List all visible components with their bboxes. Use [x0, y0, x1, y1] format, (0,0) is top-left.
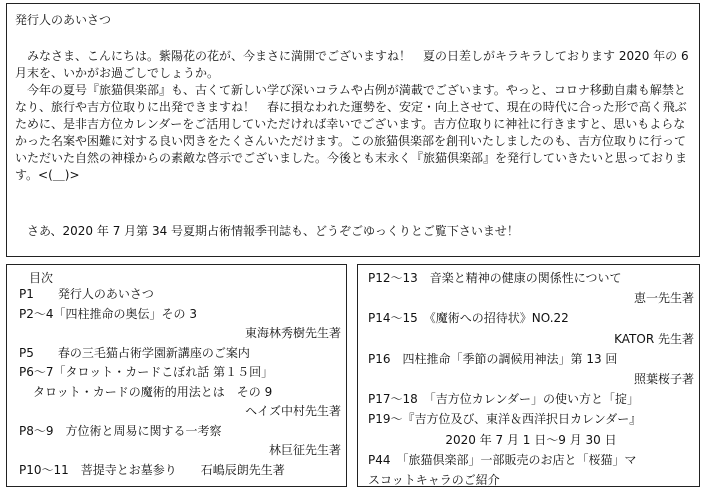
greeting-box	[6, 3, 700, 257]
toc-entry: 2020 年 7 月 1 日～9 月 30 日	[445, 432, 617, 447]
toc-right-list	[368, 268, 694, 490]
toc-entry: スコットキャラのご紹介	[368, 473, 500, 488]
toc-entry: P16 四柱推命「季節の調候用神法」第 13 回	[368, 351, 618, 366]
greeting-paragraph-1: みなさま、こんにちは。紫陽花の花が、今まさに満開でございますね！ 夏の日差しがキラキラしております 2020 年の 6 月末を、いかがお過ごしでしょうか。	[15, 49, 689, 80]
greeting-title: 発行人のあいさつ	[15, 13, 112, 27]
toc-right-box	[357, 264, 700, 487]
toc-heading: 目次	[29, 271, 54, 285]
toc-entry: P19～『吉方位及び、東洋＆西洋択日カレンダー』	[368, 412, 642, 427]
toc-entry: P14～15 《魔術への招待状》NO.22	[368, 311, 569, 326]
toc-entry: P2～4「四柱推命の奥伝」その 3	[19, 306, 197, 321]
toc-entry: P1 発行人のあいさつ	[19, 287, 154, 301]
greeting-body	[15, 48, 695, 184]
toc-left-list	[19, 285, 341, 480]
toc-entry: ヘイズ中村先生著	[245, 404, 341, 418]
toc-entry: タロット・カードの魔術的用法とは その 9	[33, 384, 273, 399]
toc-entry: 東海林秀樹先生著	[244, 326, 341, 340]
toc-entry: P17～18 「吉方位カレンダー」の使い方と「掟」	[368, 392, 639, 407]
greeting-paragraph-2: 今年の夏号『旅猫倶楽部』も、古くて新しい学び深いコラムや占例が満載でございます。やっと、コロナ移動自粛も解禁となり、旅行や吉方位取りに出発できますね！ 春に損なわれた運勢を、安定・向上させて、現在の時代に合った形で高く飛ぶために、是非吉方位カレンダーをご活用していただければ幸いでございます。吉方位取りに神社に行きますと、思いもよらなかった名案や困難に対する良い閃きをたくさんいただけます。この旅猫倶楽部を創刊いたしましたのも、吉方位取りに行っていただいた自然の神様からの素敵な啓示でございました。今後とも末永く『旅猫倶楽部』を発行していきたいと思っております。<(＿)>	[15, 83, 688, 182]
toc-entry: P8～9 方位術と周易に関する一考察	[19, 423, 222, 438]
toc-entry: P5 春の三毛猫占術学園新講座のご案内	[19, 345, 250, 360]
toc-entry: P44 「旅猫倶楽部」一部販売のお店と「桜猫」マ	[368, 452, 637, 467]
toc-entry: P10～11 菩提寺とお墓参り 石嶋辰朗先生著	[19, 462, 285, 477]
toc-left-box	[6, 264, 347, 487]
toc-entry: 林巨征先生著	[268, 443, 341, 457]
toc-entry: KATOR 先生著	[614, 331, 694, 346]
toc-entry: P12～13 音楽と精神の健康の関係性について	[368, 271, 622, 285]
greeting-closing: さあ、2020 年 7 月第 34 号夏期占術情報季刊誌も、どうぞごゆっくりとご覧下さいませ！	[27, 224, 519, 238]
toc-entry: P6～7「タロット・カードこぼれ話 第１５回」	[19, 365, 274, 379]
toc-entry: 恵一先生著	[633, 291, 694, 306]
toc-entry: 照葉桜子著	[633, 372, 694, 387]
